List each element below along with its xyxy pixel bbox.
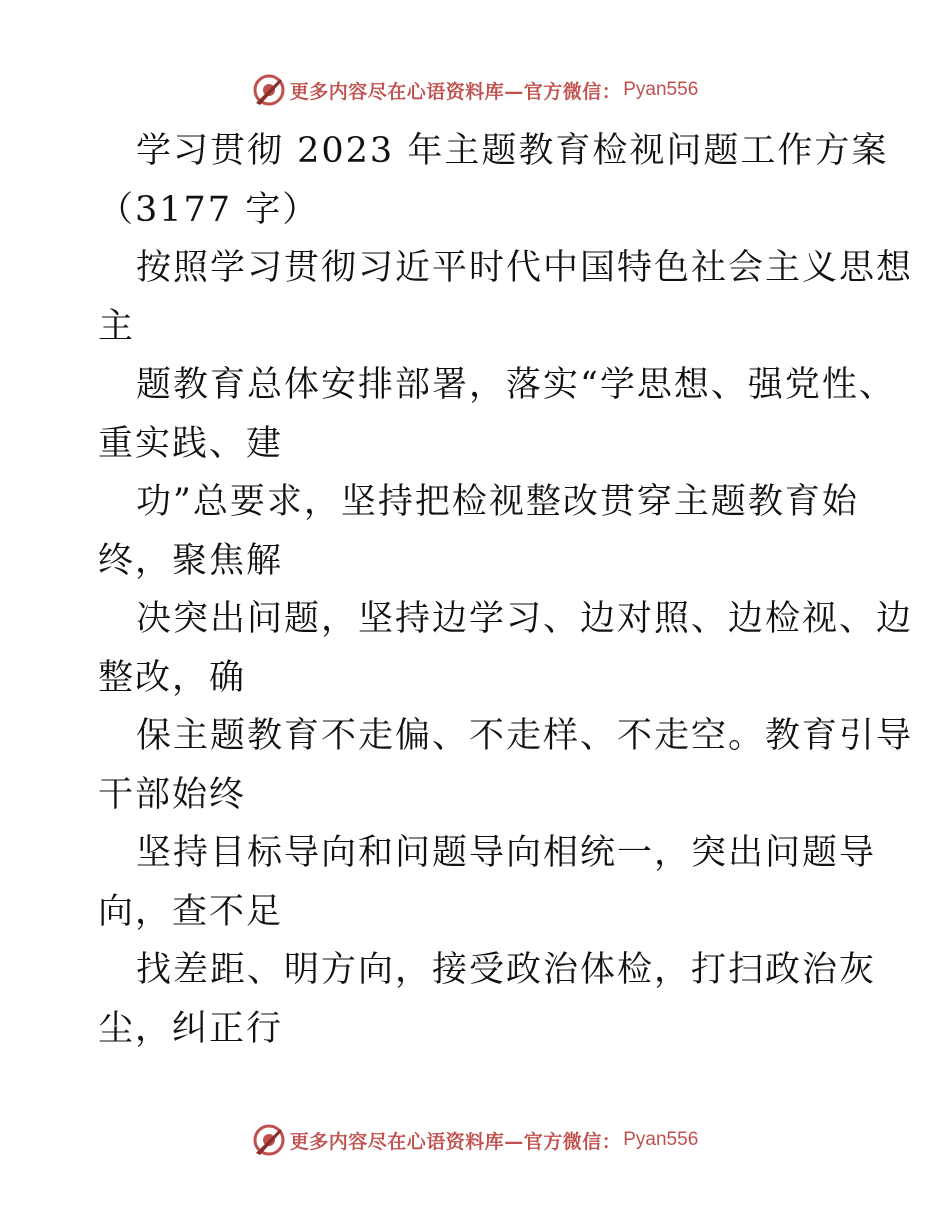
paragraph-line: 尘，纠正行: [98, 1008, 284, 1049]
header-banner: [0, 70, 950, 110]
document-title: 学习贯彻 2023 年主题教育检视问题工作方案: [136, 131, 889, 171]
paragraph-line: 决突出问题，坚持边学习、边对照、边检视、边: [136, 599, 914, 639]
quill-logo-icon: [252, 1123, 286, 1157]
paragraph-line: 整改，确: [98, 657, 247, 698]
paragraph-line: 坚持目标导向和问题导向相统一，突出问题导: [136, 833, 877, 873]
document-title-wordcount: （3177 字）: [98, 189, 320, 230]
paragraph-line: 找差距、明方向，接受政治体检，打扫政治灰: [136, 950, 877, 990]
header-banner-text: 更多内容尽在心语资料库—官方微信：: [289, 80, 622, 103]
paragraph-line: 题教育总体安排部署，落实“学思想、强党性、: [136, 365, 896, 405]
paragraph-line: 主: [98, 306, 136, 347]
footer-banner-text: 更多内容尽在心语资料库—官方微信：: [289, 1130, 622, 1153]
paragraph-line: 按照学习贯彻习近平时代中国特色社会主义思想: [136, 248, 914, 288]
footer-banner: [0, 1120, 950, 1160]
document-body: [98, 122, 914, 1058]
quill-logo-icon: [252, 73, 286, 107]
paragraph-line: 重实践、建: [98, 423, 284, 464]
paragraph-line: 功”总要求，坚持把检视整改贯穿主题教育始: [136, 482, 859, 522]
header-banner-id: Pyan556: [623, 79, 699, 100]
paragraph-line: 向，查不足: [98, 891, 284, 932]
footer-banner-id: Pyan556: [623, 1129, 699, 1150]
paragraph-line: 终，聚焦解: [98, 540, 284, 581]
paragraph-line: 保主题教育不走偏、不走样、不走空。教育引导: [136, 716, 914, 756]
paragraph-line: 干部始终: [98, 774, 247, 815]
